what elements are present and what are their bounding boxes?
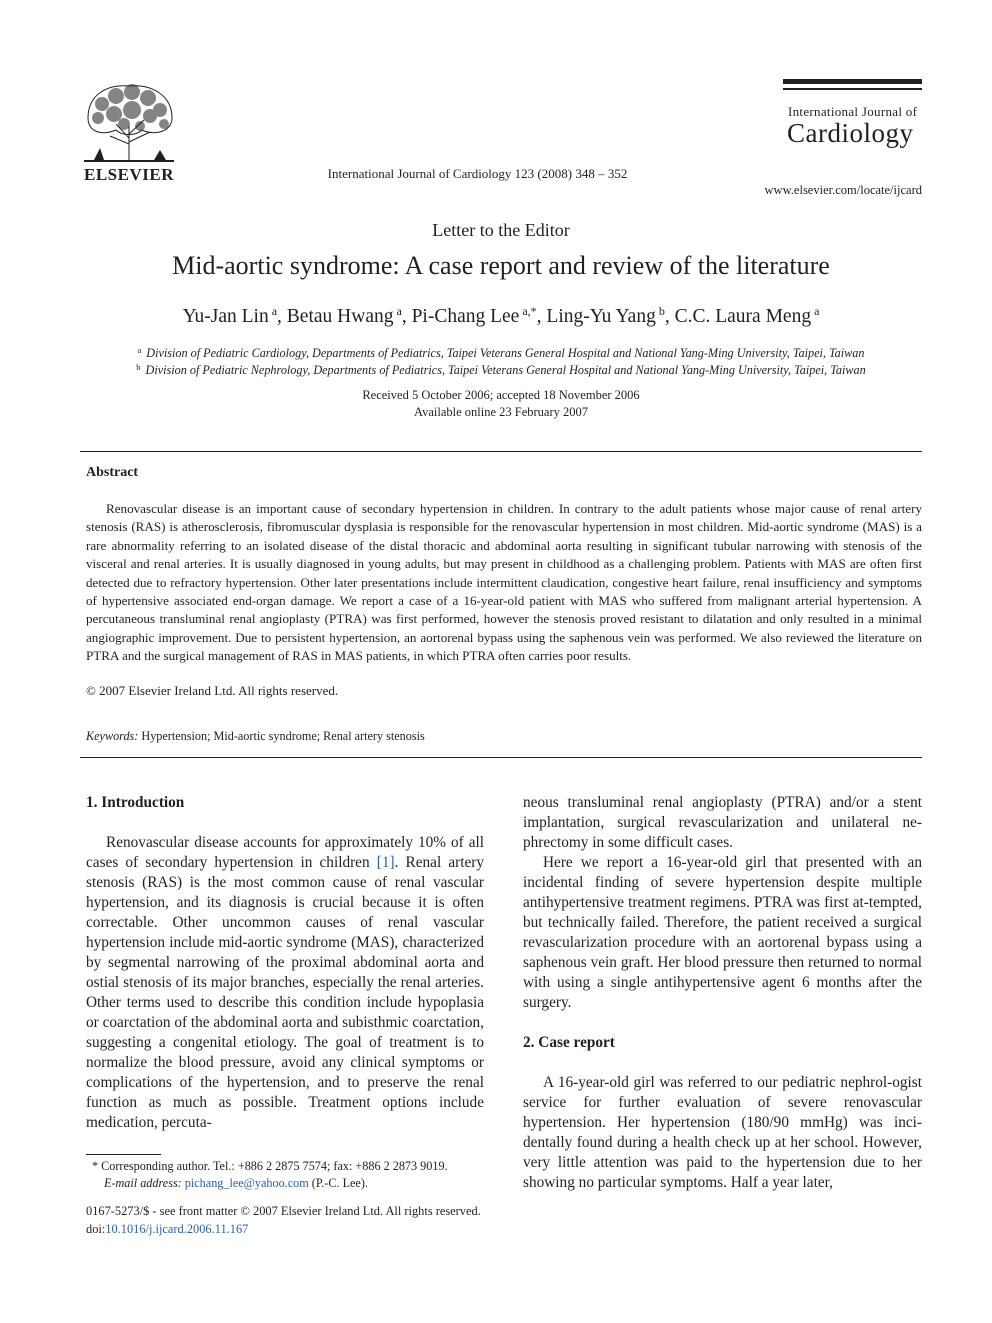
affiliation-mark: b	[136, 362, 141, 372]
divider	[80, 757, 922, 758]
abstract-text: Renovascular disease is an important cause of secondary hypertension in children. In contrary to the adult patients whose major cause of renal artery stenosis (RAS) is atherosclerosis, fibromuscular dysplasia is responsible for the renovascular hypertension in most children. Mid-aortic syndrome (MAS) is a rare abnormality referring to an isolated disease of the distal thoracic and abdominal aorta resulting in significant tubular narrowing with stenosis of the visceral and renal arteries. It is usually diagnosed in young adults, but may present in childhood as a challenging problem. Patients with MAS are often first detected due to refractory hypertension. Other later presentations include intermittent claudication, congestive heart failure, renal insufficiency and symptoms of hypertensive associated end-organ damage. We report a case of a 16-year-old patient with MAS who suffered from malignant arterial hypertension. A percutaneous transluminal renal angioplasty (PTRA) was first performed, however the stenosis proved resistant to dilatation and only resulted in a minimal angiographic improvement. Due to persistent hypertension, an aortorenal bypass using the saphenous vein was performed. We also reviewed the literature on PTRA and the surgical management of RAS in MAS patients, in which PTRA often carries poor results.	[86, 501, 922, 664]
body-paragraph: A 16-year-old girl was referred to our pediatric nephrol-ogist service for further evaluation of severe renovascular hypertension. Her hypertension (180/90 mmHg) was inci-dentally found during a health check up at her school. However, very little attention was paid to the hypertension due to her showing no particular symptoms. Half a year later,	[523, 1074, 922, 1191]
citation-link[interactable]: [1]	[376, 854, 395, 871]
keywords	[86, 729, 425, 744]
journal-brand-prefix: International Journal of	[788, 104, 918, 119]
footnote-rule	[86, 1154, 161, 1155]
author-affiliation-mark: b	[658, 304, 665, 318]
journal-brand-rule-thin	[783, 88, 922, 90]
front-matter	[86, 1202, 481, 1238]
section-heading-introduction: 1. Introduction	[86, 794, 185, 811]
paragraph-text: Renovascular disease accounts for approximately 10% of all cases of secondary hypertension in children	[86, 834, 484, 871]
keywords-list: Hypertension; Mid-aortic syndrome; Renal artery stenosis	[141, 729, 425, 743]
author-list	[80, 304, 922, 328]
doi-label: doi:	[86, 1222, 106, 1236]
doi-line	[86, 1220, 481, 1238]
abstract-copyright: © 2007 Elsevier Ireland Ltd. All rights reserved.	[86, 683, 339, 698]
journal-url-link[interactable]: www.elsevier.com/locate/ijcard	[764, 183, 922, 197]
author-affiliation-mark: a,*	[522, 304, 537, 318]
author[interactable]	[183, 306, 277, 327]
author-name: C.C. Laura Meng	[674, 306, 812, 327]
received-dates: Received 5 October 2006; accepted 18 November 2006	[362, 388, 640, 402]
author-separator: ,	[536, 306, 547, 327]
email-suffix: (P.-C. Lee).	[308, 1176, 368, 1190]
email-label: E-mail address:	[104, 1176, 182, 1190]
affiliation	[80, 345, 922, 361]
affiliation-text: Division of Pediatric Cardiology, Departments of Pediatrics, Taipei Veterans General Hospital and National Yang-Ming University, Taipei, Taiwan	[146, 346, 865, 360]
author-name: Yu-Jan Lin	[182, 306, 269, 327]
corresponding-author-footnote	[86, 1158, 496, 1192]
abstract-heading: Abstract	[86, 465, 139, 480]
journal-brand-name: Cardiology	[787, 118, 914, 148]
author-separator: ,	[401, 306, 412, 327]
body-paragraph: Here we report a 16-year-old girl that presented with an incidental finding of severe hypertension despite multiple antihypertensive treatment regimens. PTRA was first at-tempted, but technically failed. Therefore, the patient received a surgical revascularization procedure with an aortorenal bypass using a saphenous vein graft. Her blood pressure then returned to normal with using a single antihypertensive agent 6 months after the surgery.	[523, 854, 922, 1011]
divider	[80, 451, 922, 452]
author-affiliation-mark: a	[814, 304, 820, 318]
author-name: Ling-Yu Yang	[546, 306, 656, 327]
online-date: Available online 23 February 2007	[413, 405, 589, 419]
issn-line: 0167-5273/$ - see front matter © 2007 Elsevier Ireland Ltd. All rights reserved.	[86, 1204, 481, 1218]
article-title: Mid-aortic syndrome: A case report and review of the literature	[172, 251, 830, 280]
journal-brand-rule	[783, 79, 922, 84]
body-paragraph	[86, 833, 484, 1133]
publisher-name: ELSEVIER	[84, 165, 174, 184]
affiliation	[80, 362, 922, 378]
email-link[interactable]: pichang_lee@yahoo.com	[184, 1176, 309, 1190]
body-paragraph-continued: neous transluminal renal angioplasty (PTRA) and/or a stent implantation, surgical revascularization and unilateral ne-phrectomy in some difficult cases.	[523, 794, 922, 851]
affiliation-text: Division of Pediatric Nephrology, Departments of Pediatrics, Taipei Veterans General Hospital and National Yang-Ming University, Taipei, Taiwan	[145, 363, 866, 377]
section-heading-case-report: 2. Case report	[523, 1034, 615, 1051]
author-affiliation-mark: a	[396, 304, 402, 318]
corresponding-author-contact: * Corresponding author. Tel.: +886 2 2875 7574; fax: +886 2 2873 9019.	[92, 1159, 448, 1173]
author-name: Betau Hwang	[286, 306, 394, 327]
author[interactable]	[546, 306, 664, 327]
body-column-right	[523, 793, 922, 1193]
author-separator: ,	[277, 306, 287, 327]
article-type: Letter to the Editor	[432, 220, 570, 240]
author[interactable]	[675, 306, 820, 327]
doi-link[interactable]: 10.1016/j.ijcard.2006.11.167	[105, 1222, 249, 1236]
journal-citation: International Journal of Cardiology 123 (2008) 348 – 352	[327, 166, 628, 181]
paragraph-text: . Renal artery stenosis (RAS) is the most common cause of renal vascular hypertension, and its diagnosis is crucial because it is often correctable. Other uncommon causes of renal vascular hypertension include mid-aortic syndrome (MAS), characterized by segmental narrowing of the proximal abdominal aorta and ostial stenosis of its major branches, especially the renal arteries. Other terms used to describe this condition include hypoplasia or coarctation of the abdominal aorta and subisthmic coarctation, suggesting a congenital etiology. The goal of treatment is to normalize the blood pressure, avoid any clinical symptoms or complications of the hypertension, and to preserve the renal function as much as possible. Treatment options include medication, percuta-	[86, 854, 485, 1131]
author[interactable]	[287, 306, 402, 327]
author-separator: ,	[664, 306, 675, 327]
author-affiliation-mark: a	[271, 304, 278, 318]
body-column-left	[86, 793, 484, 1133]
author[interactable]	[412, 306, 537, 327]
email-line	[86, 1175, 496, 1192]
author-name: Pi-Chang Lee	[411, 306, 520, 327]
keywords-label: Keywords:	[86, 729, 139, 743]
affiliation-mark: a	[137, 345, 142, 355]
